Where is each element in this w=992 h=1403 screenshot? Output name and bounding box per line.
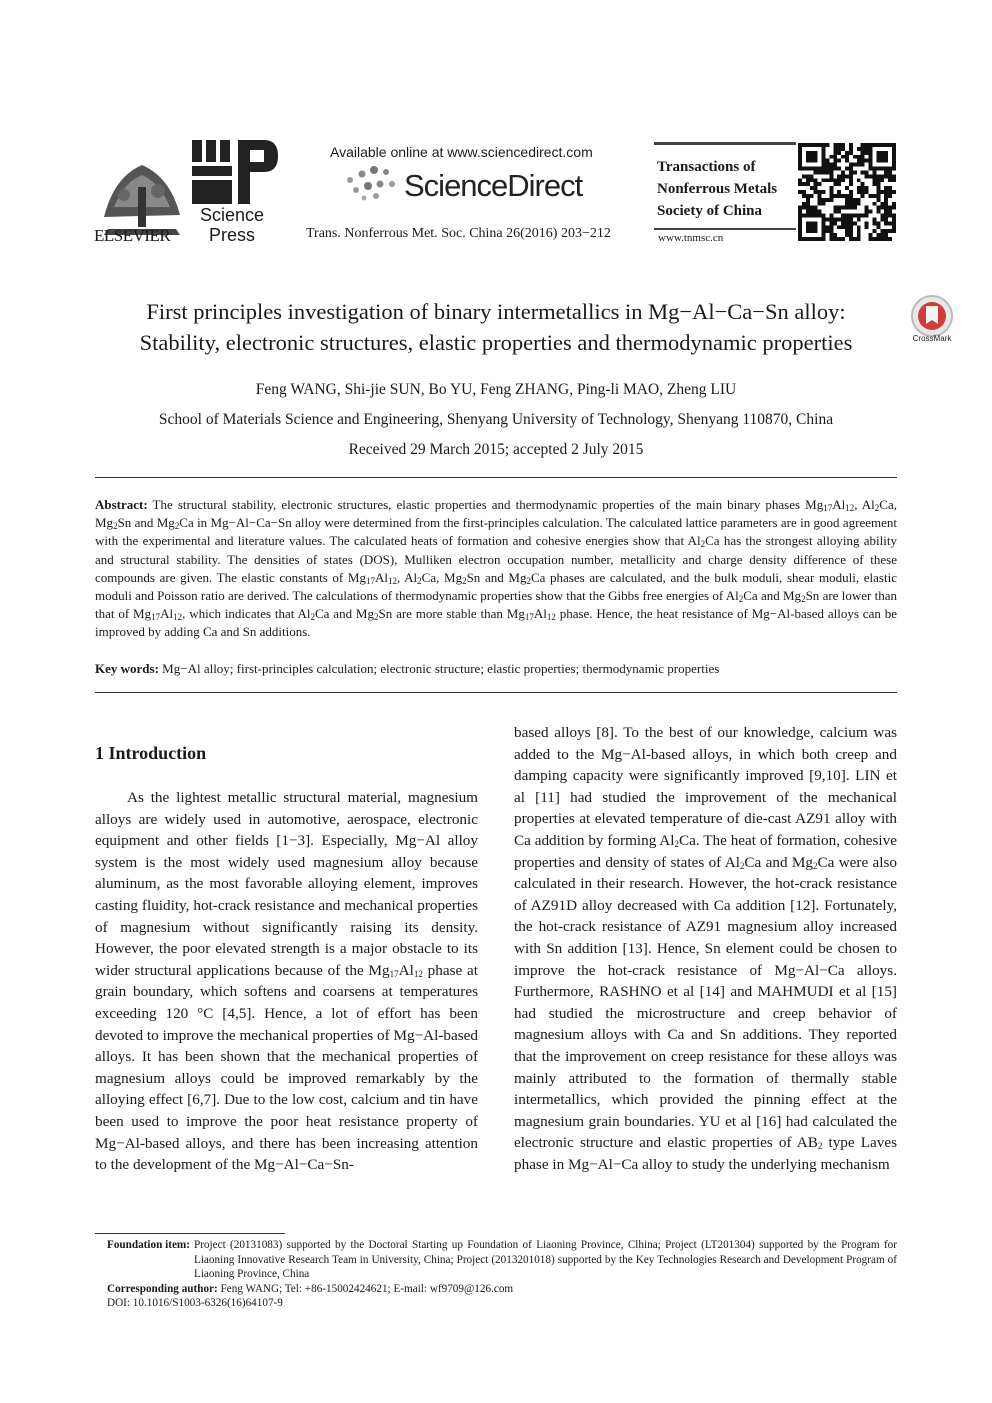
title-line: First principles investigation of binary intermetallics in Mg−Al−Ca−Sn alloy: bbox=[146, 299, 846, 324]
paragraph: As the lightest metallic structural material, magnesium alloys are widely used in automotive, aerospace, electronic equipment and other fields [1−3]. Especially, Mg−Al alloy system is the most widely used magnesium alloy because aluminum, as the most favorable alloying element, improves casting fluidity, hot-crack resistance and mechanical properties of magnesium without significantly raising its density. However, the poor elevated strength is a major obstacle to its wider structural applications because of the $Mg_{17}Al_{12}$ phase at grain boundary, which softens and coarsens at temperatures exceeding 120 °C [4,5]. Hence, a lot of effort has been devoted to improve the mechanical properties of Mg−Al-based alloys. It has been shown that the mechanical properties of magnesium alloys could be improved remarkably by the alloying effect [6,7]. Due to the low cost, calcium and tin have been used to improve the poor heat resistance property of Mg−Al-based alloys, and there has been increasing attention to the development of the Mg−Al−Ca−Sn- bbox=[95, 789, 478, 1174]
sciencedirect-wordmark: ScienceDirect bbox=[404, 168, 583, 203]
keywords-body: Mg−Al alloy; first-principles calculation; electronic structure; elastic properties; thermodynamic properties bbox=[162, 661, 720, 676]
journal-rule-top bbox=[654, 142, 796, 145]
abstract bbox=[95, 496, 897, 642]
left-column bbox=[95, 787, 478, 1176]
available-online: Available online at www.sciencedirect.com bbox=[330, 144, 593, 160]
publisher-name: ELSEVIER bbox=[94, 226, 171, 245]
crossmark-label: CrossMark bbox=[912, 334, 952, 343]
corresponding-footnote bbox=[107, 1282, 897, 1297]
qr-code-icon bbox=[798, 143, 896, 241]
title-line: Stability, electronic structures, elastic properties and thermodynamic properties bbox=[139, 330, 853, 355]
doi: DOI: 10.1016/S1003-6326(16)64107-9 bbox=[107, 1297, 283, 1309]
keywords bbox=[95, 660, 897, 678]
corresponding-label: Corresponding author: bbox=[107, 1282, 218, 1295]
divider-top bbox=[95, 477, 897, 478]
footnote-rule bbox=[95, 1233, 285, 1234]
crossmark-icon[interactable] bbox=[910, 292, 954, 340]
affiliation: School of Materials Science and Engineering, Shenyang University of Technology, Shenyang 110870, China bbox=[158, 411, 834, 428]
journal-name-line: Transactions of bbox=[657, 159, 756, 175]
keywords-label: Key words: bbox=[95, 661, 159, 676]
corresponding-text: Feng WANG; Tel: +86-15002424621; E-mail: wf9709@126.com bbox=[220, 1282, 514, 1295]
section-heading: 1 Introduction bbox=[95, 743, 207, 763]
footnotes bbox=[107, 1238, 897, 1311]
foundation-label: Foundation item: bbox=[107, 1239, 190, 1251]
right-column bbox=[514, 722, 897, 1175]
abstract-label: Abstract: bbox=[95, 497, 148, 512]
journal-name-line: Nonferrous Metals bbox=[657, 181, 778, 197]
science-press-logo bbox=[192, 140, 278, 204]
foundation-text: Project (20131083) supported by the Doctoral Starting up Foundation of Liaoning Province, Clhina; Project (LT201304) supported by the Program for Liaoning Innovative Research Team in University, China; Project (2013201018) supported by the Key Technologies Research and Development Program of Liaoning Province, China bbox=[193, 1239, 897, 1280]
journal-name-line: Society of China bbox=[657, 203, 762, 219]
author-list: Feng WANG, Shi-jie SUN, Bo YU, Feng ZHANG, Ping-li MAO, Zheng LIU bbox=[255, 381, 737, 398]
foundation-footnote bbox=[107, 1238, 897, 1282]
sciencedirect-dots-icon bbox=[342, 164, 398, 204]
received-dates: Received 29 March 2015; accepted 2 July 2015 bbox=[348, 441, 644, 458]
science-press-name: Science Press bbox=[199, 205, 265, 245]
journal-name bbox=[657, 156, 777, 222]
journal-url: www.tnmsc.cn bbox=[658, 232, 724, 244]
paragraph: based alloys [8]. To the best of our knowledge, calcium was added to the Mg−Al-based alloys, in which both creep and damping capacity were significantly improved [9,10]. LIN et al [11] had studied the improvement of the mechanical properties at elevated temperature of die-cast AZ91 alloy with Ca addition by forming $Al_2Ca$. The heat of formation, cohesive properties and density of states of $Al_2Ca$ and $Mg_2Ca$ were also calculated in their research. However, the hot-crack resistance of AZ91D alloy decreased with Ca addition [12]. Fortunately, the hot-crack resistance of AZ91 magnesium alloy increased with Sn addition [13]. Hence, Sn element could be chosen to improve the hot-crack resistance of Mg−Al−Ca alloys. Furthermore, RASHNO et al [14] and MAHMUDI et al [15] had studied the microstructure and creep behavior of magnesium alloys with Ca and Sn additions. They reported that the improvement on creep resistance for these alloys was mainly attributed to the formation of thermally stable intermetallics, which provided the pinning effect at the magnesium grain boundaries. YU et al [16] had calculated the electronic structure and elastic properties of $AB_2$ type Laves phase in Mg−Al−Ca alloy to study the underlying mechanism bbox=[514, 724, 898, 1173]
journal-reference: Trans. Nonferrous Met. Soc. China 26(2016) 203−212 bbox=[306, 226, 611, 241]
paper-title bbox=[60, 296, 932, 358]
divider-bottom bbox=[95, 692, 897, 693]
abstract-body: The structural stability, electronic structures, elastic properties and thermodynamic properties of the main binary phases $Mg_{17}Al_{12}$, $Al_2Ca$, $Mg_2Sn$ and $Mg_2Ca$ in Mg−Al−Ca−Sn alloy were determined from the first-principles calculation. The calculated lattice parameters are in good agreement with the experimental and literature values. The calculated heats of formation and cohesive energies show that $Al_2Ca$ has the strongest alloying ability and structural stability. The densities of states (DOS), Mulliken electron occupation number, metallicity and charge density difference of these compounds are given. The elastic constants of $Mg_{17}Al_{12}$, $Al_2Ca$, $Mg_2Sn$ and $Mg_2Ca$ phases are calculated, and the bulk moduli, shear moduli, elastic moduli and Poisson ratio are derived. The calculations of thermodynamic properties show that the Gibbs free energies of $Al_2Ca$ and $Mg_2Sn$ are lower than that of $Mg_{17}Al_{12}$, which indicates that $Al_2Ca$ and $Mg_2Sn$ are more stable than $Mg_{17}Al_{12}$ phase. Hence, the heat resistance of Mg−Al-based alloys can be improved by adding Ca and Sn additions. bbox=[95, 497, 897, 640]
journal-rule-bottom bbox=[654, 228, 796, 230]
